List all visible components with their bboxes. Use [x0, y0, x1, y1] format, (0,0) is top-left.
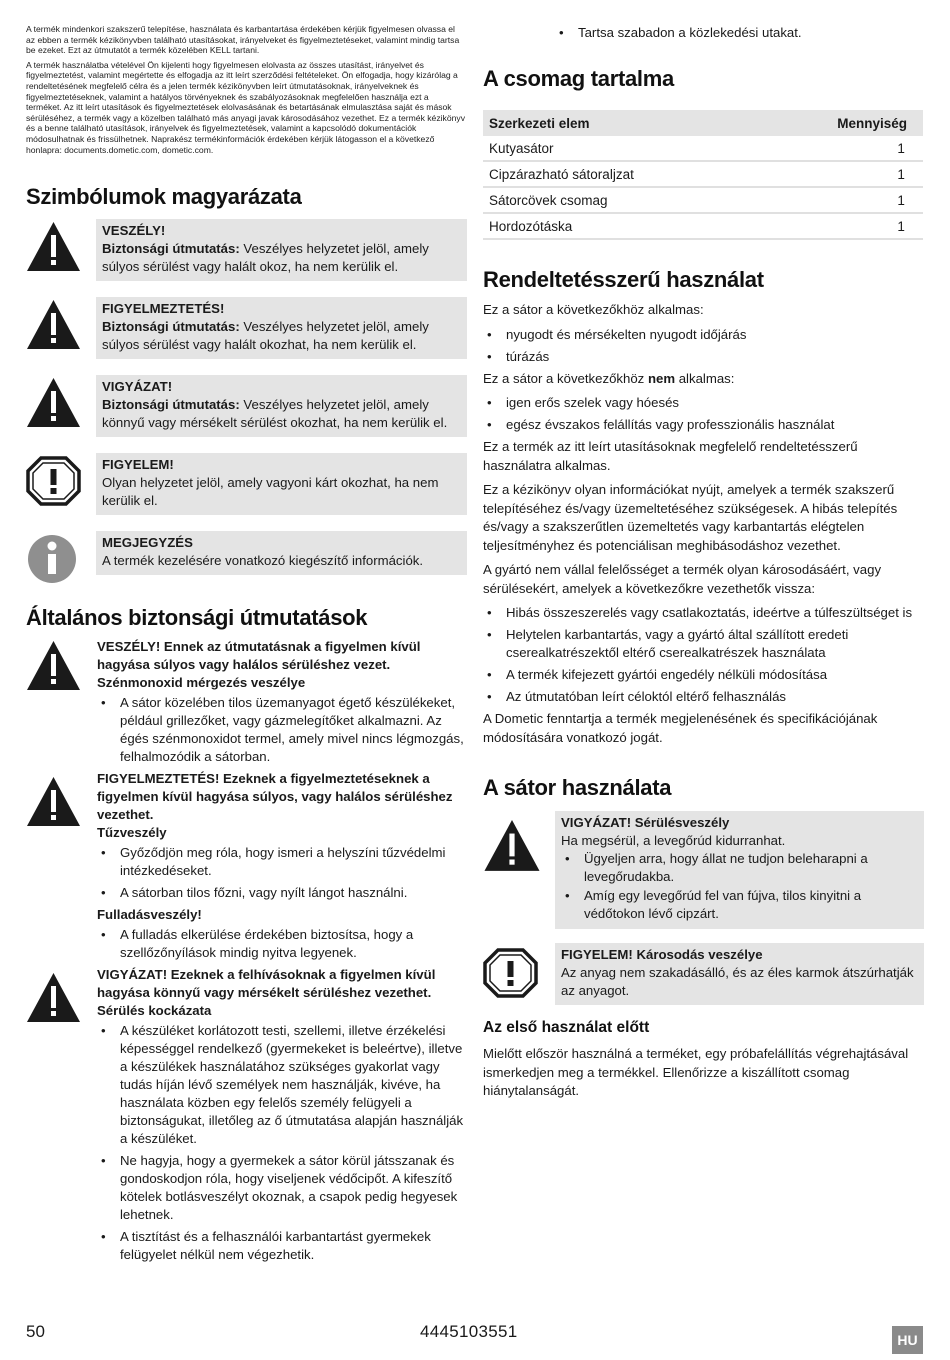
- symbol-text: Veszélyes helyzetet jelöl, amely súlyos sérülést vagy halált okozhat, ha nem kerülik el.: [102, 319, 429, 353]
- symbol-notice-box: [96, 453, 467, 515]
- caution-triangle-icon: [26, 972, 81, 1024]
- right-column: [483, 24, 923, 1107]
- liability-list: [483, 604, 923, 706]
- symbol-title: MEGJEGYZÉS: [102, 535, 193, 551]
- table-header-row: [483, 110, 923, 136]
- paragraph: Ez a kézikönyv olyan információkat nyújt, amelyek a termék szakszerű telepítéséhez és/vagy üzemeltetéséhez szükségesek. A hibás telepítés és/vagy a szakszerűtlen üzemeltetés vagy karbantartás elégtelen teljesítményhez és potenciálisan meghibásodáshoz vezethet.: [483, 482, 898, 553]
- danger-triangle-icon: [26, 640, 81, 692]
- not-suitable-list: [483, 394, 923, 434]
- list-item: • A sátorban tilos főzni, vagy nyílt lángot használni.: [101, 885, 408, 901]
- intro-paragraph: A termék használatba vételével Ön kijelenti hogy figyelmesen elolvasta az összes utasítást, irányelvet és figyelmeztetést, valamint megértette és elfogadja az itt leírt szerződési feltételeket. Ön elfogadja, hogy kizárólag a rendeltetésének megfelelő célra és a jelen termék kézikönyvben leírt útmutatásoknak, irányelveknek és figyelmeztetéseknek, valamint a hatályos törvényeknek és szabályozásoknak megfelelően használja ezt a terméket. Az itt leírt utasítások és figyelmeztetések elolvasásának és betartásának elmulasztása saját és mások sérüléséhez, a termék vagy a közelben található más anyagi javak károsodásához vezethet. Ez a termék kézikönyv és a benne található utasítások, irányelvek és figyelmeztetések, valamint a kapcsolódó dokumentációk módosulhatnak és frissülhetnek. Naprakész termékinformációk érdekében kérjük látogasson el a következő honlapra: documents.dometic.com, dometic.com.: [26, 59, 465, 155]
- suitable-intro: Ez a sátor a következőkhöz alkalmas:: [483, 302, 704, 317]
- tent-use-heading: A sátor használata: [483, 775, 672, 800]
- symbol-note: [26, 531, 466, 583]
- list-item: • A sátor közelében tilos üzemanyagot égető készülékeket, például grillezőket, vagy gázmelegítőket alkalmazni. Az égés szénmonoxidot termel, amely mivel nincs légmozgás, felhalmozódik a sátorban.: [101, 695, 464, 765]
- table-cell: 1: [655, 136, 923, 161]
- intended-use-heading: Rendeltetésszerű használat: [483, 267, 764, 292]
- caution-triangle-icon: [26, 377, 81, 429]
- symbol-text: Veszélyes helyzetet jelöl, amely könnyű vagy mérsékelt sérülést okozhat, ha nem kerülik el.: [102, 397, 448, 431]
- left-column: [26, 24, 466, 1268]
- document-number: 4445103551: [420, 1322, 518, 1341]
- list-item: • igen erős szelek vagy hóesés: [487, 395, 680, 410]
- caution-box: [555, 811, 924, 929]
- danger-list: [97, 694, 466, 766]
- caution-block: [26, 966, 466, 1264]
- table-row: [483, 136, 923, 161]
- warning-list: [97, 926, 466, 962]
- paragraph: Ez a termék az itt leírt utasításoknak megfelelő rendeltetésszerű használatra alkalmas.: [483, 439, 858, 473]
- paragraph: A Dometic fenntartja a termék megjelenésének és specifikációjának módosítására vonatkozó jogát.: [483, 711, 878, 745]
- symbol-notice: [26, 453, 466, 517]
- warning-block: [26, 770, 466, 962]
- table-cell: Cipzárazható sátoraljzat: [483, 161, 655, 187]
- paragraph: A gyártó nem vállal felelősséget a termék olyan károsodásáért, vagy sérülésekért, amelyek a következőkre vezethetők vissza:: [483, 562, 882, 596]
- notice-octagon-icon: [483, 947, 538, 999]
- warning-triangle-icon: [26, 776, 81, 828]
- danger-block: [26, 638, 466, 766]
- general-safety-heading: Általános biztonsági útmutatások: [26, 605, 368, 631]
- list-item: • A termék kifejezett gyártói engedély nélküli módosítása: [487, 667, 828, 682]
- notice-box: [555, 943, 924, 1005]
- warning-triangle-icon: [26, 299, 81, 351]
- caution-box-title: VIGYÁZAT! Sérülésveszély: [561, 815, 730, 830]
- list-item: • A készüléket korlátozott testi, szellemi, illetve érzékelési képességgel rendelkező (gyermekeket is beleértve), illetve a készülékek használatához szükséges gyakorlat vagy tudás híján lévő személyek nem használják, kivéve, ha használata közben egy felelős személy felügyeli a biztonságukat, illetőleg az ő útmutatása alapján használják a készüléket.: [101, 1023, 464, 1147]
- table-header: Mennyiség: [655, 110, 923, 136]
- list-item: • egész évszakos felállítás vagy professzionális használat: [487, 417, 835, 432]
- symbol-warning: [26, 297, 466, 361]
- top-list: [483, 24, 923, 42]
- list-item: • A fulladás elkerülése érdekében biztosítsa, hogy a szellőzőnyílások mindig nyitva legyenek.: [101, 927, 414, 961]
- page-number: 50: [26, 1322, 45, 1341]
- symbol-title: VIGYÁZAT!: [102, 379, 173, 395]
- symbol-text: A termék kezelésére vonatkozó kiegészítő információk.: [102, 553, 424, 569]
- package-heading: A csomag tartalma: [483, 66, 674, 91]
- table-cell: Sátorcövek csomag: [483, 187, 655, 213]
- table-cell: Kutyasátor: [483, 136, 655, 161]
- danger-subheading: Szénmonoxid mérgezés veszélye: [97, 675, 306, 691]
- not-suitable-intro: Ez a sátor a következőkhöz nem alkalmas:: [483, 370, 735, 386]
- list-item: • túrázás: [487, 348, 550, 364]
- symbol-label: Biztonsági útmutatás:: [102, 397, 240, 413]
- list-item: • Ügyeljen arra, hogy állat ne tudjon beleharapni a levegőrudakba.: [565, 851, 868, 884]
- caution-notice: [483, 811, 923, 931]
- symbol-warning-box: [96, 297, 467, 359]
- symbol-caution: [26, 375, 466, 439]
- table-header: Szerkezeti elem: [483, 110, 655, 136]
- symbol-title: FIGYELMEZTETÉS!: [102, 301, 225, 317]
- list-item: • Helytelen karbantartás, vagy a gyártó által szállított eredeti cserealkatrészektől eltérő cserealkatrészek használata: [487, 627, 849, 660]
- warning-subheading: Fulladásveszély!: [97, 907, 202, 923]
- caution-heading: VIGYÁZAT! Ezeknek a felhívásoknak a figyelmen kívül hagyása könnyű vagy mérsékelt sérüléshez vezethet.: [97, 967, 436, 1001]
- caution-subheading: Sérülés kockázata: [97, 1003, 212, 1019]
- notice-box-text: Az anyag nem szakadásálló, és az éles karmok átszúrhatják az anyagot.: [561, 965, 914, 998]
- package-table: [483, 110, 923, 240]
- list-item: • nyugodt és mérsékelten nyugodt időjárás: [487, 326, 747, 342]
- caution-box-text: Ha megsérül, a levegőrúd kidurranhat.: [561, 833, 786, 848]
- list-item: • Ne hagyja, hogy a gyermekek a sátor körül játsszanak és gondoskodjon róla, hogy viseljenek védőcipőt. A kifeszítő kötelek botlásveszélyt okoznak, a csapok pedig hegyesek lehetnek.: [101, 1153, 458, 1223]
- symbol-note-box: [96, 531, 467, 575]
- list-item: • Győződjön meg róla, hogy ismeri a helyszíni tűzvédelmi intézkedéseket.: [101, 845, 446, 879]
- language-badge: HU: [892, 1326, 923, 1354]
- warning-heading: FIGYELMEZTETÉS! Ezeknek a figyelmeztetéseknek a figyelmen kívül hagyása súlyos, vagy halálos sérüléshez vezethet.: [97, 771, 453, 823]
- caution-list: [97, 1022, 466, 1264]
- symbol-label: Biztonsági útmutatás:: [102, 241, 240, 257]
- notice-octagon-icon: [26, 455, 81, 507]
- list-item: • Amíg egy levegőrúd fel van fújva, tilos kinyitni a védőtokon lévő cipzárt.: [565, 888, 862, 921]
- table-cell: Hordozótáska: [483, 213, 655, 239]
- table-row: [483, 161, 923, 187]
- first-use-heading: Az első használat előtt: [483, 1019, 650, 1036]
- caution-triangle-icon: [483, 819, 541, 873]
- list-item: • Hibás összeszerelés vagy csatlakoztatás, ideértve a túlfeszültséget is: [487, 605, 913, 620]
- info-circle-icon: [26, 533, 81, 585]
- list-item: • Az útmutatóban leírt céloktól eltérő felhasználás: [487, 689, 787, 704]
- danger-triangle-icon: [26, 221, 81, 273]
- table-cell: 1: [655, 187, 923, 213]
- table-row: [483, 213, 923, 239]
- intro-paragraph: A termék mindenkori szakszerű telepítése, használata és karbantartása érdekében kérjük figyelmesen olvassa el az ebben a termék kézikönyvben található utasításokat, irányelveket és figyelmeztetéseket, valamint mindig tartsa be ezeket. Ezt az útmutatót a termék közelében KELL tartani.: [26, 24, 460, 56]
- symbol-text: Veszélyes helyzetet jelöl, amely súlyos sérülést vagy halált okoz, ha nem kerülik el.: [102, 241, 429, 275]
- symbol-danger: [26, 219, 466, 283]
- caution-box-list: [561, 850, 918, 923]
- notice-block: [483, 943, 923, 1009]
- symbol-danger-box: [96, 219, 467, 281]
- list-item: • Tartsa szabadon a közlekedési utakat.: [559, 25, 802, 40]
- table-row: [483, 187, 923, 213]
- symbol-label: Biztonsági útmutatás:: [102, 319, 240, 335]
- warning-subheading: Tűzveszély: [97, 825, 167, 841]
- list-item: • A tisztítást és a felhasználói karbantartást gyermekek felügyelet nélkül nem végezhetik.: [101, 1229, 431, 1263]
- warning-list: [97, 844, 466, 902]
- first-use-text: Mielőtt először használná a terméket, egy próbafelállítás végrehajtásával ismerkedjen meg a termékkel. Ellenőrizze a kiszállított csomag hiánytalanságát.: [483, 1046, 909, 1098]
- symbol-text: Olyan helyzetet jelöl, amely vagyoni kárt okozhat, ha nem kerülik el.: [102, 475, 439, 509]
- symbol-title: VESZÉLY!: [102, 223, 166, 239]
- table-cell: 1: [655, 213, 923, 239]
- danger-heading: VESZÉLY! Ennek az útmutatásnak a figyelmen kívül hagyása súlyos vagy halálos sérüléshez vezet.: [97, 639, 421, 673]
- symbols-heading: Szimbólumok magyarázata: [26, 184, 302, 210]
- symbol-caution-box: [96, 375, 467, 437]
- notice-box-title: FIGYELEM! Károsodás veszélye: [561, 947, 763, 962]
- table-cell: 1: [655, 161, 923, 187]
- suitable-list: [483, 326, 923, 366]
- symbol-title: FIGYELEM!: [102, 457, 174, 473]
